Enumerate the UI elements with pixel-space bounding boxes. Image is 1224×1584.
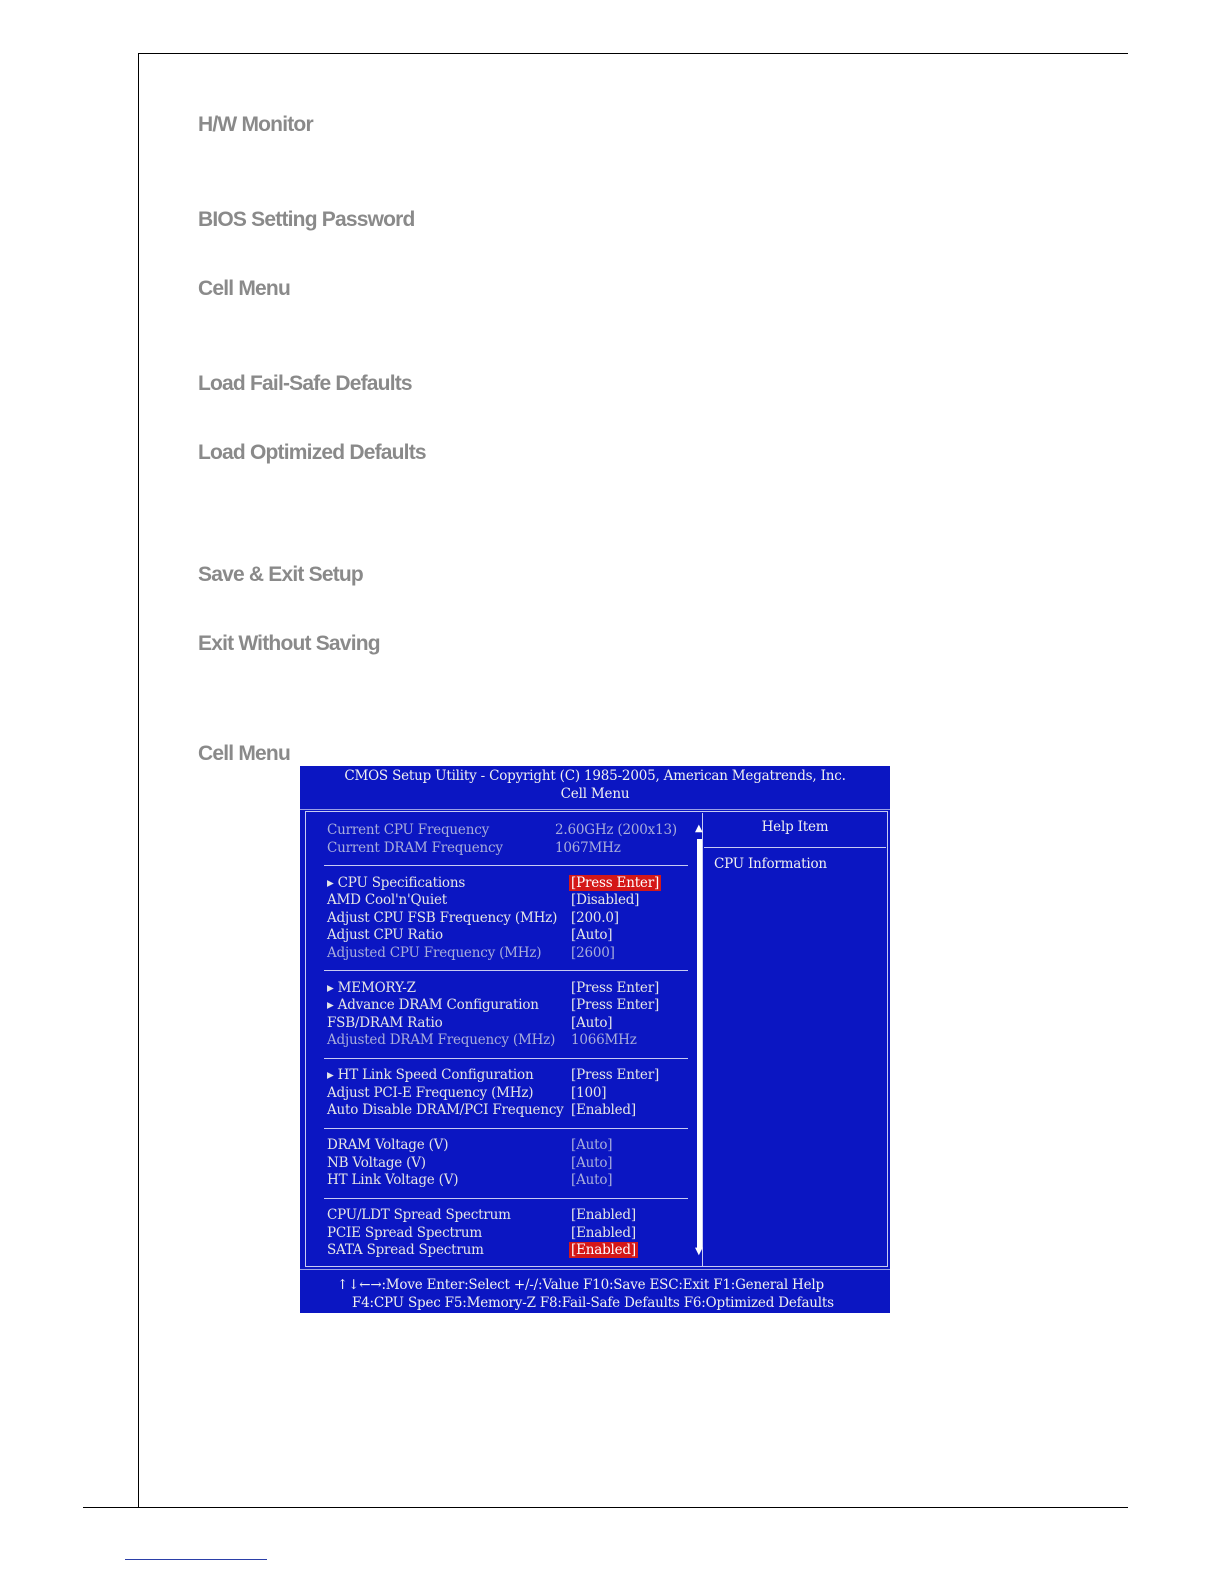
separator bbox=[324, 1058, 688, 1059]
option-cpu-ldt-spread-spectrum[interactable]: CPU/LDT Spread Spectrum [Enabled] bbox=[327, 1207, 636, 1223]
heading-cell-menu-screenshot: Cell Menu bbox=[198, 742, 290, 765]
page-footer-rule bbox=[125, 1559, 267, 1560]
scroll-down-arrow-icon[interactable]: ▼ bbox=[695, 1246, 703, 1257]
bios-header bbox=[300, 766, 890, 810]
heading-exit-without-saving: Exit Without Saving bbox=[198, 632, 380, 655]
separator bbox=[324, 1128, 688, 1129]
info-current-dram-frequency: Current DRAM Frequency 1067MHz bbox=[327, 840, 621, 856]
scrollbar[interactable] bbox=[697, 839, 702, 1249]
heading-save-exit-setup: Save & Exit Setup bbox=[198, 563, 363, 586]
bios-help-panel bbox=[704, 813, 886, 1266]
bios-settings-panel bbox=[310, 813, 703, 1266]
option-pcie-spread-spectrum[interactable]: PCIE Spread Spectrum [Enabled] bbox=[327, 1225, 636, 1241]
scroll-up-arrow-icon[interactable]: ▲ bbox=[695, 823, 703, 834]
key-legend-line-2: F4:CPU Spec F5:Memory-Z F8:Fail-Safe Defaults F6:Optimized Defaults bbox=[352, 1295, 834, 1311]
option-dram-voltage[interactable]: DRAM Voltage (V) [Auto] bbox=[327, 1137, 613, 1153]
heading-cell-menu: Cell Menu bbox=[198, 277, 290, 300]
heading-bios-setting-password: BIOS Setting Password bbox=[198, 208, 415, 231]
option-fsb-dram-ratio[interactable]: FSB/DRAM Ratio [Auto] bbox=[327, 1015, 613, 1031]
selected-value[interactable]: [Enabled] bbox=[571, 1242, 636, 1258]
option-amd-cool-n-quiet[interactable]: AMD Cool'n'Quiet [Disabled] bbox=[327, 892, 640, 908]
heading-load-fail-safe-defaults: Load Fail-Safe Defaults bbox=[198, 372, 412, 395]
page-top-rule bbox=[138, 53, 1128, 54]
info-current-cpu-frequency: Current CPU Frequency 2.60GHz (200x13) bbox=[327, 822, 677, 838]
key-legend-line-1: ↑↓←→:Move Enter:Select +/-/:Value F10:Save ESC:Exit F1:General Help bbox=[337, 1277, 824, 1293]
separator bbox=[324, 970, 688, 971]
bios-subtitle: Cell Menu bbox=[560, 786, 630, 802]
separator bbox=[324, 865, 688, 866]
heading-hw-monitor: H/W Monitor bbox=[198, 113, 313, 136]
separator bbox=[324, 1198, 688, 1199]
option-adjust-pci-e-frequency[interactable]: Adjust PCI-E Frequency (MHz) [100] bbox=[327, 1085, 607, 1101]
option-auto-disable-dram-pci-frequency[interactable]: Auto Disable DRAM/PCI Frequency [Enabled] bbox=[327, 1102, 636, 1118]
option-cpu-specifications[interactable]: ▸ CPU Specifications [Press Enter] bbox=[327, 875, 660, 891]
bios-screenshot bbox=[300, 766, 890, 1313]
option-nb-voltage[interactable]: NB Voltage (V) [Auto] bbox=[327, 1155, 613, 1171]
bios-key-legend bbox=[300, 1269, 890, 1313]
page-bottom-rule bbox=[83, 1507, 1128, 1508]
bios-title: CMOS Setup Utility - Copyright (C) 1985-2005, American Megatrends, Inc. bbox=[344, 768, 846, 784]
option-adjusted-cpu-frequency: Adjusted CPU Frequency (MHz) [2600] bbox=[327, 945, 615, 961]
option-ht-link-speed-configuration[interactable]: ▸ HT Link Speed Configuration [Press Enter] bbox=[327, 1067, 660, 1083]
option-adjust-cpu-fsb-frequency[interactable]: Adjust CPU FSB Frequency (MHz) [200.0] bbox=[327, 910, 619, 926]
help-title: Help Item bbox=[761, 819, 829, 835]
bios-main-frame bbox=[305, 811, 888, 1267]
page-left-rule bbox=[138, 53, 139, 1508]
option-sata-spread-spectrum[interactable]: SATA Spread Spectrum [Enabled] bbox=[327, 1242, 636, 1258]
option-advance-dram-configuration[interactable]: ▸ Advance DRAM Configuration [Press Enter] bbox=[327, 997, 660, 1013]
option-adjust-cpu-ratio[interactable]: Adjust CPU Ratio [Auto] bbox=[327, 927, 613, 943]
help-divider bbox=[704, 847, 886, 848]
option-ht-link-voltage[interactable]: HT Link Voltage (V) [Auto] bbox=[327, 1172, 613, 1188]
help-text: CPU Information bbox=[714, 856, 827, 872]
selected-value[interactable]: [Press Enter] bbox=[571, 875, 660, 891]
option-adjusted-dram-frequency: Adjusted DRAM Frequency (MHz) 1066MHz bbox=[327, 1032, 637, 1048]
heading-load-optimized-defaults: Load Optimized Defaults bbox=[198, 441, 426, 464]
option-memory-z[interactable]: ▸ MEMORY-Z [Press Enter] bbox=[327, 980, 660, 996]
